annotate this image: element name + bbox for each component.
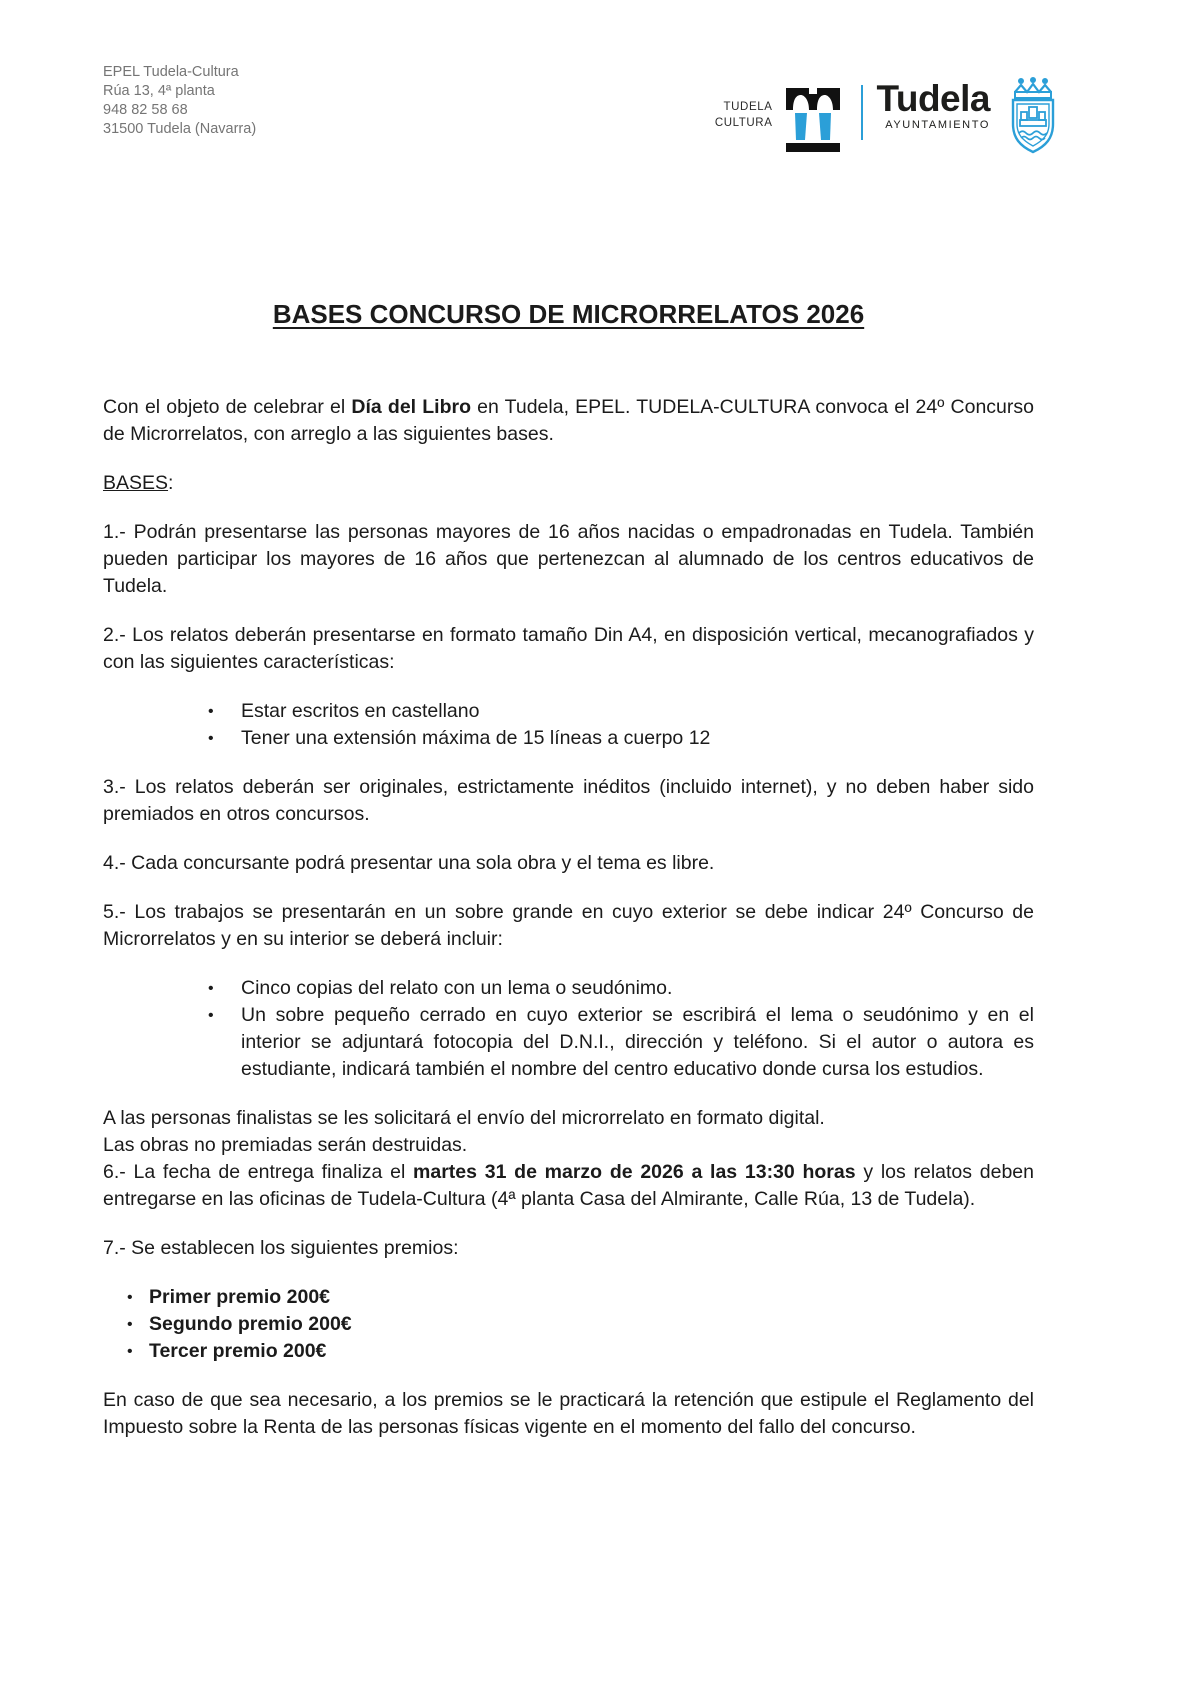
clause-3: 3.- Los relatos deberán ser originales, estrictamente inéditos (incluido internet), y no deben haber sido premiados en otros concursos. [103, 776, 1034, 825]
intro-paragraph [103, 394, 1034, 448]
bullet-icon: • [208, 730, 214, 747]
clause-5: 5.- Los trabajos se presentarán en un sobre grande en cuyo exterior se debe indicar 24º Concurso de Microrrelatos y en su interior se deberá incluir: [103, 901, 1034, 950]
bases-heading-colon: : [168, 472, 174, 494]
document-body [103, 298, 1034, 1463]
bullet-icon: • [127, 1316, 133, 1333]
tudela-coat-of-arms-icon [1006, 76, 1060, 156]
list-item [127, 1284, 1034, 1311]
clause-6-text: 6.- La fecha de entrega finaliza el [103, 1161, 414, 1183]
sender-address [103, 63, 256, 139]
list-item-text: Cinco copias del relato con un lema o seudónimo. [241, 977, 673, 999]
characteristics-list [103, 698, 1034, 752]
bases-heading-label: BASES [103, 472, 169, 494]
bullet-icon: • [127, 1343, 133, 1360]
prize-second: Segundo premio 200€ [149, 1313, 352, 1335]
intro-bold-dia-del-libro: Día del Libro [351, 396, 471, 418]
clause-2: 2.- Los relatos deberán presentarse en formato tamaño Din A4, en disposición vertical, mecanografiados y con las siguientes características: [103, 624, 1034, 673]
document-title: BASES CONCURSO DE MICRORRELATOS 2026 [272, 299, 865, 329]
clause-4: 4.- Cada concursante podrá presentar una sola obra y el tema es libre. [103, 852, 715, 874]
clause-6-text: y los relatos deben entregarse en las oficinas de Tudela-Cultura (4ª planta Casa del Almirante, Calle Rúa, 13 de Tudela). [103, 1161, 1034, 1210]
clause-6-deadline-bold: martes 31 de marzo de 2026 a las 13:30 horas [413, 1161, 856, 1183]
tudela-cultura-wordmark-line: CULTURA [714, 117, 773, 129]
finalists-note: A las personas finalistas se les solicitará el envío del microrrelato en formato digital. [103, 1107, 825, 1129]
tax-note: En caso de que sea necesario, a los premios se le practicará la retención que estipule el Reglamento del Impuesto sobre la Renta de las personas físicas vigente en el momento del fallo del concurso. [103, 1389, 1034, 1438]
ayuntamiento-wordmark [877, 79, 991, 131]
logo-divider [861, 85, 863, 140]
ayuntamiento-name: Tudela [876, 78, 990, 119]
letterhead [103, 63, 1060, 156]
bullet-icon: • [208, 980, 214, 997]
bullet-icon: • [127, 1289, 133, 1306]
tudela-cultura-wordmark-line: TUDELA [723, 101, 773, 113]
bullet-icon: • [208, 1007, 214, 1024]
tudela-cultura-wordmark [715, 99, 773, 131]
destroyed-note: Las obras no premiadas serán destruidas. [103, 1134, 468, 1156]
prizes-list [103, 1284, 1034, 1365]
prize-first: Primer premio 200€ [149, 1286, 331, 1308]
clause-7: 7.- Se establecen los siguientes premios: [103, 1237, 459, 1259]
list-item-text: Un sobre pequeño cerrado en cuyo exterior se escribirá el lema o seudónimo y en el interior se adjuntará fotocopia del D.N.I., dirección y teléfono. Si el autor o autora es estudiante, indicará también el nombre del centro educativo donde cursa los estudios. [241, 1004, 1034, 1080]
logo-group [715, 63, 1060, 156]
bases-heading [103, 470, 1034, 497]
bullet-icon: • [208, 703, 214, 720]
list-item [208, 1002, 1034, 1083]
intro-text: Con el objeto de celebrar el [103, 396, 352, 418]
list-item-text: Tener una extensión máxima de 15 líneas a cuerpo 12 [241, 727, 711, 749]
clause-1: 1.- Podrán presentarse las personas mayores de 16 años nacidas o empadronadas en Tudela. También pueden participar los mayores de 16 años que pertenezcan al alumnado de los centros educativos de Tudela. [103, 521, 1034, 597]
list-item [127, 1311, 1034, 1338]
ayuntamiento-label: AYUNTAMIENTO [885, 119, 990, 131]
sender-line: 948 82 58 68 [103, 102, 188, 118]
prize-third: Tercer premio 200€ [149, 1340, 327, 1362]
list-item [208, 698, 1034, 725]
list-item [208, 725, 1034, 752]
clause-6 [103, 1159, 1034, 1213]
tudela-cultura-columns-icon [783, 88, 843, 152]
list-item [208, 975, 1034, 1002]
intro-text: en Tudela, EPEL. TUDELA-CULTURA convoca el 24º Concurso de Microrrelatos, con arreglo a las siguientes bases. [103, 396, 1034, 445]
deadline-block [103, 1105, 1034, 1213]
list-item-text: Estar escritos en castellano [241, 700, 480, 722]
list-item [127, 1338, 1034, 1365]
envelope-contents-list [103, 975, 1034, 1083]
sender-line: 31500 Tudela (Navarra) [103, 121, 257, 137]
sender-line: EPEL Tudela-Cultura [103, 64, 239, 80]
sender-line: Rúa 13, 4ª planta [103, 83, 215, 99]
